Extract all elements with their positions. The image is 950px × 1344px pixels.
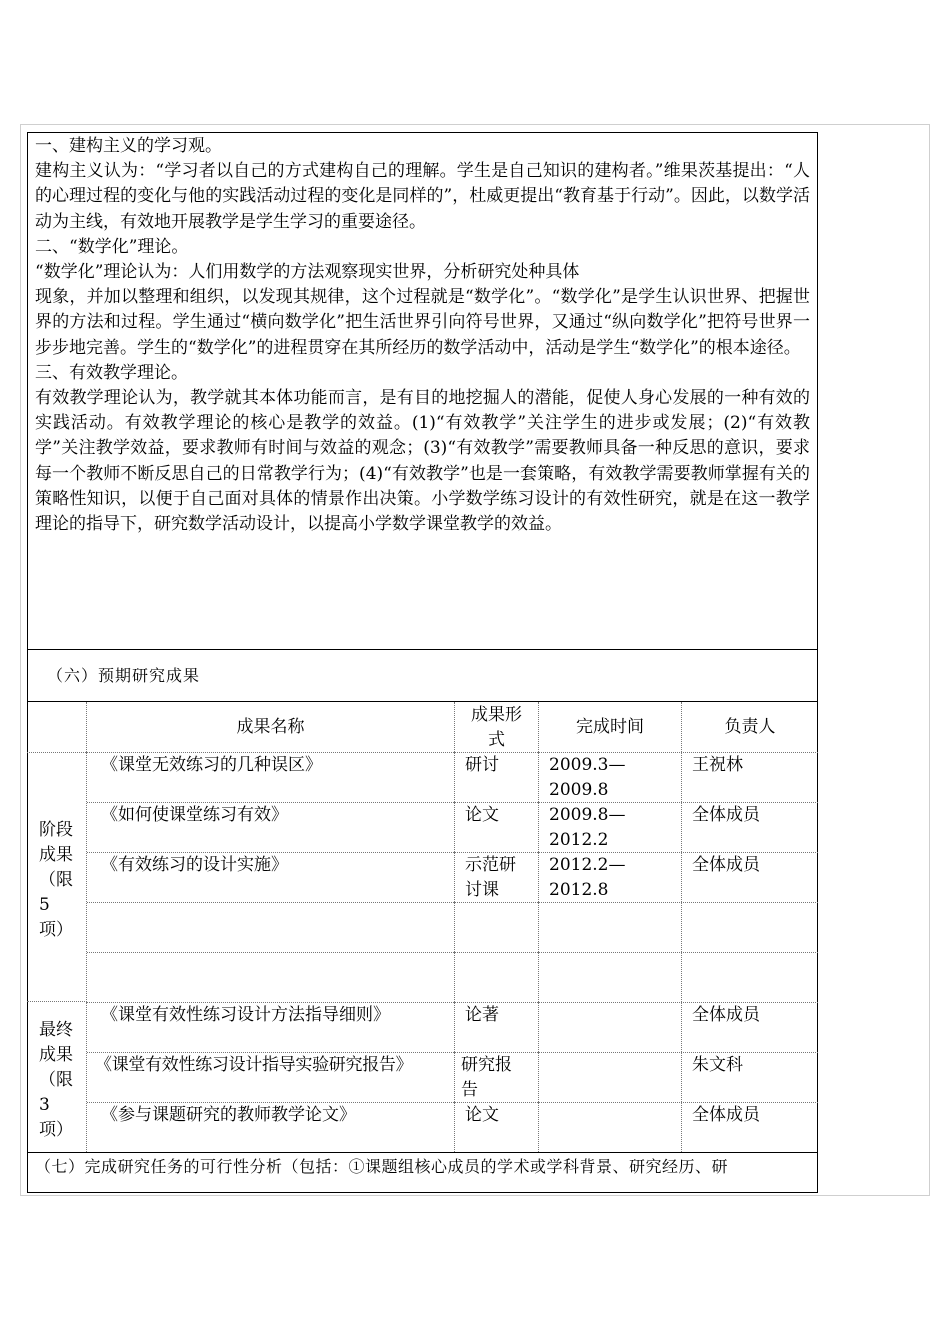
table-row: [87, 1102, 818, 1152]
result-time: [538, 1102, 681, 1152]
result-form: 研讨: [454, 752, 538, 802]
table-row: [87, 1002, 818, 1053]
result-form: [454, 952, 538, 1002]
table-row: [87, 1052, 818, 1103]
result-name: 《课堂有效性练习设计指导实验研究报告》: [95, 1055, 413, 1075]
stage-results-label: 阶段成果（限5项）: [27, 752, 87, 1002]
result-name: [87, 952, 454, 1002]
result-owner: [681, 902, 818, 952]
result-time: [538, 952, 681, 1002]
results-header-row: [27, 702, 818, 753]
result-time: [538, 1002, 681, 1052]
header-form: 成果形式: [454, 702, 538, 752]
result-owner: 全体成员: [681, 1002, 818, 1052]
result-owner: 全体成员: [681, 802, 818, 852]
result-owner: 全体成员: [681, 1102, 818, 1152]
result-owner: [681, 952, 818, 1002]
theory-3-body: 有效教学理论认为，教学就其本体功能而言，是有目的地挖掘人的潜能，促使人身心发展的一种有效的实践活动。有效教学理论的核心是教学的效益。(1)“有效教学”关注学生的进步或发展；(2)“有效教学”关注教学效益，要求教师有时间与效益的观念；(3)“有效教学”需要教师具备一种反思的意识，要求每一个教师不断反思自己的日常教学行为；(4)“有效教学”也是一套策略，有效教学需要教师掌握有关的策略性知识，以便于自己面对具体的情景作出决策。小学数学练习设计的有效性研究，就是在这一教学理论的指导下，研究数学活动设计，以提高小学数学课堂教学的效益。: [35, 388, 810, 535]
result-form: 论文: [454, 1102, 538, 1152]
header-name: 成果名称: [236, 717, 305, 737]
result-owner: 王祝林: [681, 752, 818, 802]
table-row: [87, 752, 818, 803]
result-time: [538, 902, 681, 952]
result-name: [87, 902, 454, 952]
final-results-label: 最终成果（限3项）: [27, 1002, 87, 1152]
result-form: [454, 902, 538, 952]
table-row: [87, 852, 818, 903]
result-owner: 朱文科: [681, 1052, 818, 1102]
result-time: 2009.8—2012.2: [538, 802, 681, 852]
result-time: 2009.3—2009.8: [538, 752, 681, 802]
result-name: 《有效练习的设计实施》: [101, 855, 288, 875]
result-name: 《参与课题研究的教师教学论文》: [101, 1105, 356, 1125]
result-form: 研究报告: [454, 1052, 538, 1102]
result-form: 示范研讨课: [454, 852, 538, 902]
table-row: [87, 802, 818, 853]
result-form: 论著: [454, 1002, 538, 1052]
result-name: 《课堂有效性练习设计方法指导细则》: [101, 1005, 390, 1025]
feasibility-section-title: （七）完成研究任务的可行性分析（包括：①课题组核心成员的学术或学科背景、研究经历、研: [27, 1152, 818, 1192]
header-blank-cell: [27, 702, 87, 752]
header-owner: 负责人: [681, 702, 818, 752]
theory-3-title: 三、有效教学理论。: [35, 362, 188, 383]
result-name: 《如何使课堂练习有效》: [101, 805, 288, 825]
theory-basis-cell: [27, 132, 818, 650]
theory-2-title: 二、“数学化”理论。: [35, 236, 189, 257]
result-form: 论文: [454, 802, 538, 852]
result-name: 《课堂无效练习的几种误区》: [101, 755, 322, 775]
result-time: 2012.2—2012.8: [538, 852, 681, 902]
theory-1-body: 建构主义认为：“学习者以自己的方式建构自己的理解。学生是自己知识的建构者。”维果茨基提出：“人的心理过程的变化与他的实践活动过程的变化是同样的”，杜威更提出“教育基于行动”。因此，以数学活动为主线，有效地开展教学是学生学习的重要途径。: [35, 161, 810, 232]
theory-2-body: 现象，并加以整理和组织，以发现其规律，这个过程就是“数学化”。“数学化”是学生认识世界、把握世界的方法和过程。学生通过“横向数学化”把生活世界引向符号世界，又通过“纵向数学化”把符号世界一步步地完善。学生的“数学化”的进程贯穿在其所经历的数学活动中，活动是学生“数学化”的根本途径。: [35, 287, 810, 358]
table-row: [87, 902, 818, 953]
theory-2-line1: “数学化”理论认为：人们用数学的方法观察现实世界，分析研究处种具体: [35, 262, 580, 283]
header-time: 完成时间: [538, 702, 681, 752]
expected-results-title: （六）预期研究成果: [27, 650, 818, 702]
table-row: [87, 952, 818, 1003]
theory-1-title: 一、建构主义的学习观。: [35, 136, 222, 156]
result-owner: 全体成员: [681, 852, 818, 902]
result-time: [538, 1052, 681, 1102]
